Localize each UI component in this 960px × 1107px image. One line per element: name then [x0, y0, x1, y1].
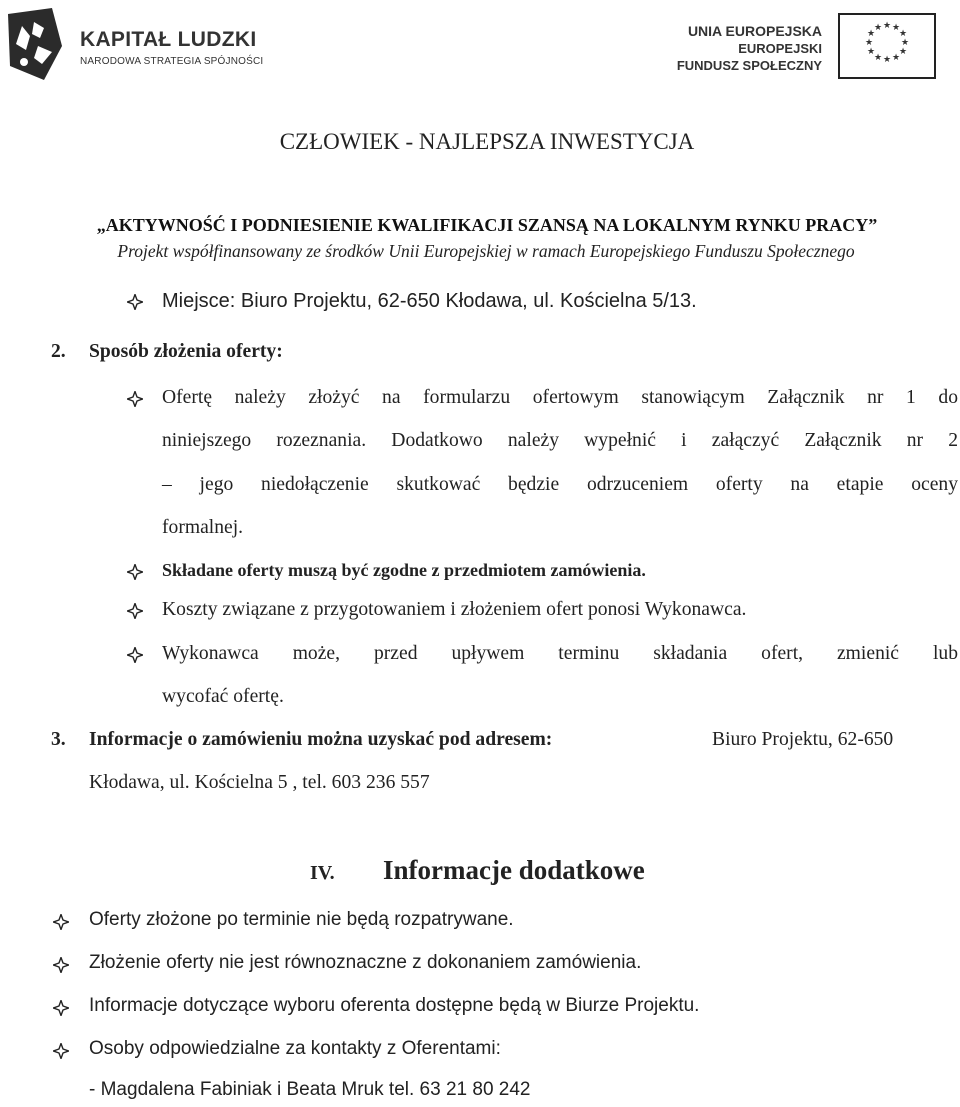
diamond-bullet-icon: [53, 957, 69, 973]
svg-text:★: ★: [898, 47, 908, 57]
withdraw-line2: wycofać ofertę.: [162, 686, 284, 707]
info-item-3: Informacje dotyczące wyboru oferenta dostępne będą w Biurze Projektu.: [89, 995, 700, 1016]
diamond-bullet-icon: [53, 1000, 69, 1016]
section3-address-part2: Kłodawa, ul. Kościelna 5 , tel. 603 236 557: [89, 772, 430, 793]
offer-form-line1: Ofertę należy złożyć na formularzu ofertowym stanowiącym Załącznik nr 1 do: [162, 387, 958, 408]
svg-text:★: ★: [891, 23, 901, 33]
info-item-1: Oferty złożone po terminie nie będą rozpatrywane.: [89, 909, 514, 930]
info-item-2: Złożenie oferty nie jest równoznaczne z dokonaniem zamówienia.: [89, 952, 642, 973]
diamond-bullet-icon: [127, 294, 143, 310]
svg-text:★: ★: [864, 38, 874, 48]
diamond-bullet-icon: [127, 603, 143, 619]
section2-number: 2.: [51, 341, 66, 362]
section4-number: IV.: [310, 862, 335, 884]
svg-text:★: ★: [900, 38, 910, 48]
offer-form-line2: niniejszego rozeznania. Dodatkowo należy wypełnić i załączyć Załącznik nr 2: [162, 430, 958, 451]
project-name: „AKTYWNOŚĆ I PODNIESIENIE KWALIFIKACJI SZANSĄ NA LOKALNYM RYNKU PRACY”: [96, 215, 878, 235]
contact-line: - Magdalena Fabiniak i Beata Mruk tel. 63 21 80 242: [89, 1079, 531, 1100]
place-item: Miejsce: Biuro Projektu, 62-650 Kłodawa, ul. Kościelna 5/13.: [162, 290, 697, 312]
svg-text:★: ★: [882, 55, 892, 65]
kapital-ludzki-title: KAPITAŁ LUDZKI: [80, 28, 257, 51]
svg-text:★: ★: [898, 29, 908, 39]
page-title: CZŁOWIEK - NAJLEPSZA INWESTYCJA: [279, 129, 695, 154]
eu-logo-line2: EUROPEJSKI: [738, 41, 822, 56]
section2-heading: Sposób złożenia oferty:: [89, 341, 283, 362]
kapital-ludzki-logo-icon: [4, 6, 66, 82]
kapital-ludzki-subtitle: NARODOWA STRATEGIA SPÓJNOŚCI: [80, 56, 264, 67]
diamond-bullet-icon: [127, 647, 143, 663]
section3-number: 3.: [51, 729, 66, 750]
diamond-bullet-icon: [53, 1043, 69, 1059]
svg-text:★: ★: [873, 23, 883, 33]
svg-text:★: ★: [891, 53, 901, 63]
diamond-bullet-icon: [127, 391, 143, 407]
svg-text:★: ★: [866, 47, 876, 57]
section4-heading: Informacje dodatkowe: [383, 855, 645, 885]
compliance-item: Składane oferty muszą być zgodne z przedmiotem zamówienia.: [162, 560, 646, 580]
diamond-bullet-icon: [127, 564, 143, 580]
svg-text:★: ★: [873, 53, 883, 63]
diamond-bullet-icon: [53, 914, 69, 930]
section3-heading: Informacje o zamówieniu można uzyskać pod adresem:: [89, 729, 553, 750]
eu-logo-text: [677, 23, 822, 74]
eu-logo-line3: FUNDUSZ SPOŁECZNY: [676, 58, 822, 73]
svg-text:★: ★: [882, 21, 892, 31]
offer-form-line3: – jego niedołączenie skutkować będzie odrzuceniem oferty na etapie oceny: [162, 474, 958, 495]
withdraw-line1: Wykonawca może, przed upływem terminu składania ofert, zmienić lub: [162, 643, 958, 664]
info-item-4: Osoby odpowiedzialne za kontakty z Oferentami:: [89, 1038, 501, 1059]
offer-form-line4: formalnej.: [162, 517, 244, 538]
eu-flag-icon: [838, 13, 936, 79]
cofinancing-note: Projekt współfinansowany ze środków Unii Europejskiej w ramach Europejskiego Funduszu Społecznego: [117, 241, 855, 261]
eu-logo-line1: UNIA EUROPEJSKA: [687, 23, 822, 39]
costs-item: Koszty związane z przygotowaniem i złożeniem ofert ponosi Wykonawca.: [162, 599, 747, 620]
svg-text:★: ★: [866, 29, 876, 39]
section3-address-part1: Biuro Projektu, 62-650: [712, 729, 894, 750]
